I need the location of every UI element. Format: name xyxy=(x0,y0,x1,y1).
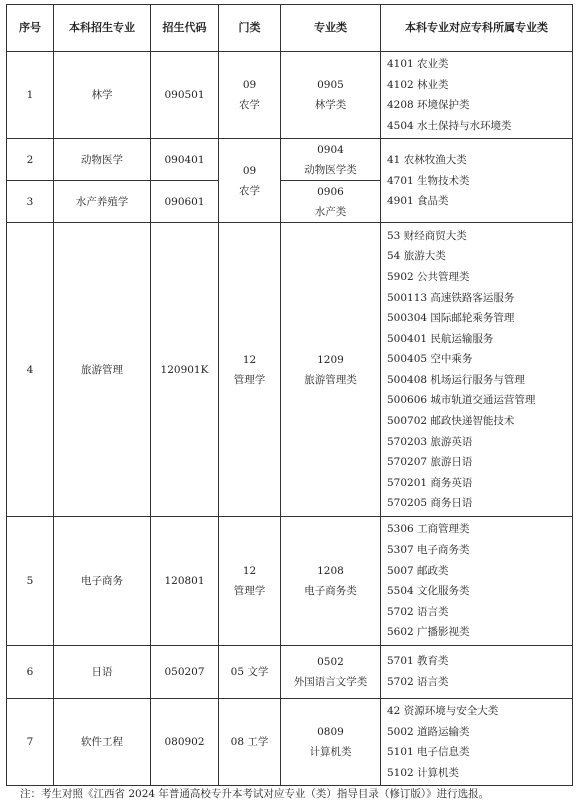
row-category xyxy=(219,52,281,139)
row-related xyxy=(381,645,573,698)
category-code: 09 xyxy=(242,164,257,177)
class-name: 动物医学类 xyxy=(304,163,357,176)
header-related: 本科专业对应专科所属专业类 xyxy=(381,5,573,52)
related-item: 570203 旅游英语 xyxy=(387,435,473,448)
related-item: 5007 邮政类 xyxy=(387,564,449,577)
header-category: 门类 xyxy=(219,5,281,52)
related-item: 5702 语言类 xyxy=(387,605,449,618)
related-item: 500113 高速铁路客运服务 xyxy=(387,291,515,304)
table-row xyxy=(7,223,573,517)
related-item: 5101 电子信息类 xyxy=(387,746,470,759)
related-item: 5307 电子商务类 xyxy=(387,543,470,556)
class-name: 计算机类 xyxy=(309,746,352,759)
related-item: 5602 广播影视类 xyxy=(387,626,470,639)
row-no: 3 xyxy=(7,181,54,223)
row-no: 6 xyxy=(7,645,54,698)
class-code: 0809 xyxy=(317,726,344,739)
row-class xyxy=(281,517,381,646)
related-item: 5702 语言类 xyxy=(387,675,449,688)
row-class xyxy=(281,223,381,517)
row-category xyxy=(219,223,281,517)
related-item: 500606 城市轨道交通运营管理 xyxy=(387,394,536,407)
related-item: 54 旅游大类 xyxy=(387,250,446,263)
class-name: 电子商务类 xyxy=(304,585,357,598)
row-category xyxy=(219,698,281,785)
footnote: 注：考生对照《江西省 2024 年普通高校专升本考试对应专业（类）指导目录（修订版）》进行选报。 xyxy=(20,788,490,800)
category-name: 农学 xyxy=(239,184,260,197)
row-major: 林学 xyxy=(54,52,151,139)
row-code: 120801 xyxy=(151,517,219,646)
related-item: 5902 公共管理类 xyxy=(387,270,470,283)
category-name: 农学 xyxy=(239,99,260,112)
row-category xyxy=(219,139,281,223)
row-category xyxy=(219,517,281,646)
row-related xyxy=(381,52,573,139)
row-class xyxy=(281,181,381,223)
row-code: 120901K xyxy=(151,223,219,517)
class-code: 0905 xyxy=(317,79,344,92)
class-code: 0502 xyxy=(317,655,344,668)
class-name: 水产类 xyxy=(314,205,347,218)
category-name: 管理学 xyxy=(233,585,266,598)
class-code: 0904 xyxy=(317,143,344,156)
row-related xyxy=(381,223,573,517)
related-item: 500702 邮政快递智能技术 xyxy=(387,415,515,428)
row-class xyxy=(281,698,381,785)
related-item: 4208 环境保护类 xyxy=(387,99,470,112)
row-class xyxy=(281,52,381,139)
related-item: 5504 文化服务类 xyxy=(387,585,470,598)
class-code: 1208 xyxy=(317,565,344,578)
row-major: 动物医学 xyxy=(54,139,151,181)
category-name: 08 工学 xyxy=(230,736,269,749)
related-item: 4101 农业类 xyxy=(387,58,449,70)
major-mapping-table xyxy=(6,4,573,786)
related-item: 500401 民航运输服务 xyxy=(387,332,494,345)
category-name: 05 文学 xyxy=(230,665,269,678)
row-no: 1 xyxy=(7,52,54,139)
category-code: 12 xyxy=(242,565,257,578)
class-name: 林学类 xyxy=(314,99,347,112)
related-item: 4701 生物技术类 xyxy=(387,174,470,187)
related-item: 570201 商务英语 xyxy=(387,476,473,489)
class-code: 1209 xyxy=(317,353,344,366)
row-major: 电子商务 xyxy=(54,517,151,646)
category-name: 管理学 xyxy=(233,373,266,386)
related-item: 570207 旅游日语 xyxy=(387,456,473,469)
row-code: 090601 xyxy=(151,181,219,223)
table-row xyxy=(7,698,573,785)
row-major: 旅游管理 xyxy=(54,223,151,517)
related-item: 5701 教育类 xyxy=(387,655,449,668)
related-item: 4102 林业类 xyxy=(387,78,449,91)
header-code: 招生代码 xyxy=(151,5,219,52)
row-no: 7 xyxy=(7,698,54,785)
row-related xyxy=(381,698,573,785)
related-item: 570205 商务日语 xyxy=(387,497,473,510)
related-item: 5002 道路运输类 xyxy=(387,725,470,738)
row-no: 4 xyxy=(7,223,54,517)
row-no: 2 xyxy=(7,139,54,181)
row-related xyxy=(381,517,573,646)
related-item: 42 资源环境与安全大类 xyxy=(387,704,499,717)
related-item: 5102 计算机类 xyxy=(387,766,460,779)
related-item: 500408 机场运行服务与管理 xyxy=(387,373,525,386)
header-no: 序号 xyxy=(7,5,54,52)
row-code: 080902 xyxy=(151,698,219,785)
table-row xyxy=(7,645,573,698)
row-related xyxy=(381,139,573,223)
class-name: 旅游管理类 xyxy=(304,373,357,386)
table-header-row xyxy=(7,5,573,52)
related-item: 53 财经商贸大类 xyxy=(387,229,467,242)
row-code: 050207 xyxy=(151,645,219,698)
row-major: 日语 xyxy=(54,645,151,698)
table-row xyxy=(7,139,573,181)
row-code: 090501 xyxy=(151,52,219,139)
related-item: 4504 水土保持与水环境类 xyxy=(387,119,512,132)
row-major: 软件工程 xyxy=(54,698,151,785)
class-name: 外国语言文学类 xyxy=(293,675,368,688)
related-item: 4901 食品类 xyxy=(387,195,449,208)
header-major: 本科招生专业 xyxy=(54,5,151,52)
class-code: 0906 xyxy=(317,185,344,198)
header-class: 专业类 xyxy=(281,5,381,52)
row-class xyxy=(281,139,381,181)
related-item: 500304 国际邮轮乘务管理 xyxy=(387,312,515,325)
table-row xyxy=(7,517,573,646)
category-code: 09 xyxy=(242,79,257,92)
related-item: 500405 空中乘务 xyxy=(387,353,473,366)
row-major: 水产养殖学 xyxy=(54,181,151,223)
row-code: 090401 xyxy=(151,139,219,181)
related-item: 41 农林牧渔大类 xyxy=(387,153,467,166)
table-row xyxy=(7,52,573,139)
related-item: 5306 工商管理类 xyxy=(387,523,470,536)
row-class xyxy=(281,645,381,698)
row-no: 5 xyxy=(7,517,54,646)
category-code: 12 xyxy=(242,353,257,366)
row-category xyxy=(219,645,281,698)
